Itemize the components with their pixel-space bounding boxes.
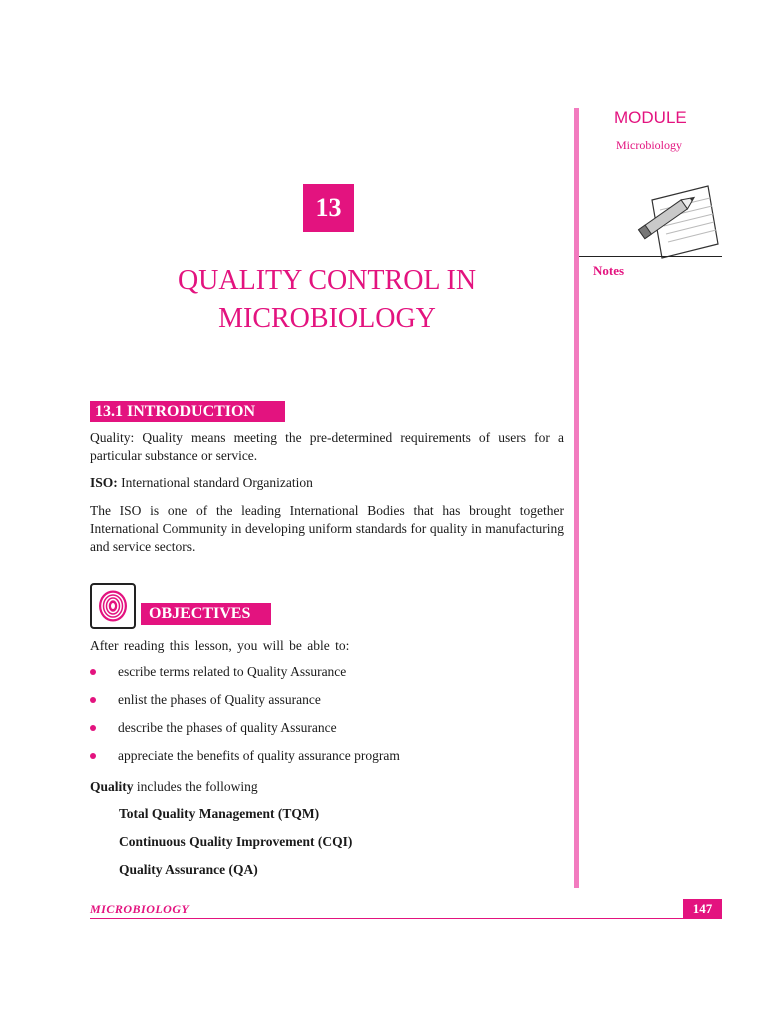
bullet-icon: [90, 697, 96, 703]
chapter-title-line-1: QUALITY CONTROL IN: [177, 265, 477, 296]
iso-definition: [90, 474, 564, 492]
target-icon: [90, 583, 136, 629]
quality-item: Quality Assurance (QA): [119, 862, 258, 877]
footer-rule: [90, 918, 722, 919]
section-heading-objectives: OBJECTIVES: [141, 603, 271, 625]
list-item-text: describe the phases of quality Assurance: [118, 720, 337, 735]
quality-includes-line: [90, 779, 258, 795]
quality-term: Quality: [90, 779, 134, 794]
quality-includes-text: includes the following: [133, 779, 258, 794]
list-item: [90, 664, 400, 692]
module-name: Microbiology: [616, 138, 682, 152]
list-item: [90, 692, 400, 720]
list-item-text: appreciate the benefits of quality assurance program: [118, 748, 400, 763]
quality-items: [119, 806, 352, 890]
chapter-title-line-2: MICROBIOLOGY: [218, 303, 436, 334]
list-item-text: enlist the phases of Quality assurance: [118, 692, 321, 707]
module-label: MODULE: [614, 108, 687, 127]
quality-definition: Quality: Quality means meeting the pre-determined requirements of users for a particular substance or service.: [90, 430, 564, 463]
list-item: [90, 748, 400, 776]
bullet-icon: [90, 725, 96, 731]
list-item: [90, 720, 400, 748]
bullet-icon: [90, 753, 96, 759]
margin-rule: [574, 108, 579, 888]
quality-item: Total Quality Management (TQM): [119, 806, 320, 821]
notepad-pencil-icon: [630, 182, 720, 262]
iso-term: ISO:: [90, 475, 118, 490]
page-number: 147: [683, 899, 722, 919]
objectives-intro: After reading this lesson, you will be able to:: [90, 638, 350, 653]
objectives-list: [90, 664, 400, 776]
footer-subject: MICROBIOLOGY: [90, 902, 190, 916]
list-item-text: escribe terms related to Quality Assurance: [118, 664, 347, 679]
iso-paragraph: The ISO is one of the leading International Bodies that has brought together International Community in developing uniform standards for quality in manufacturing and service sectors.: [90, 503, 564, 554]
notes-divider: [579, 256, 722, 257]
iso-meaning: International standard Organization: [117, 475, 313, 490]
chapter-number-badge: 13: [303, 184, 354, 232]
notes-label: Notes: [593, 263, 625, 278]
quality-item: Continuous Quality Improvement (CQI): [119, 834, 353, 849]
chapter-title: [90, 262, 564, 338]
section-heading-introduction: 13.1 INTRODUCTION: [90, 401, 285, 422]
bullet-icon: [90, 669, 96, 675]
